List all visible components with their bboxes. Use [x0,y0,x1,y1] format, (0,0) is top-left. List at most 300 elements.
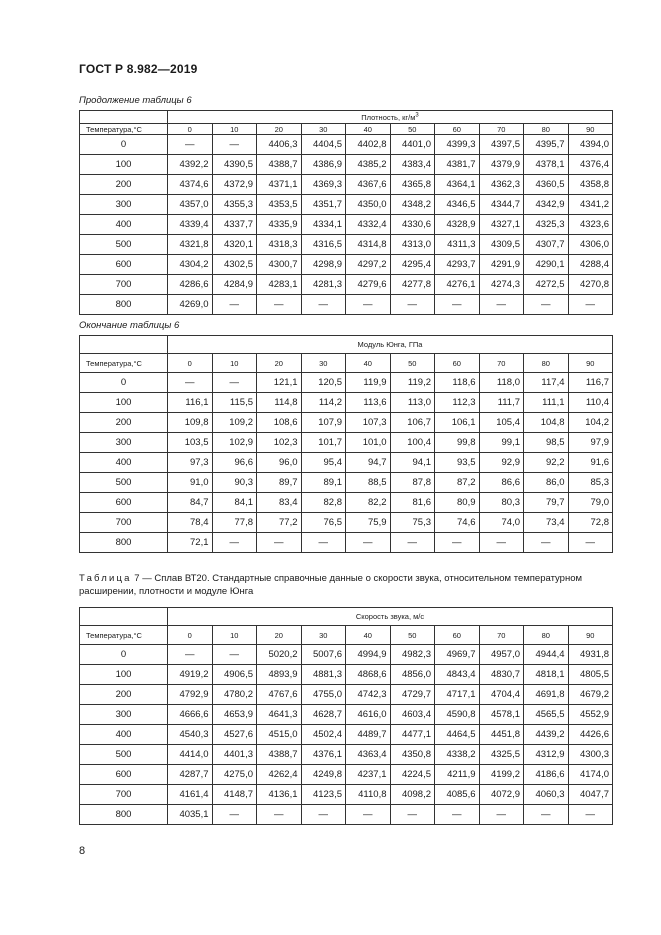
column-header: 20 [257,626,302,645]
value-cell: 4339,4 [168,215,213,235]
value-cell: 5020,2 [257,645,302,665]
column-header: 10 [212,626,257,645]
value-cell: 4362,3 [479,175,524,195]
value-cell: — [212,533,257,553]
value-cell: 89,7 [257,473,302,493]
value-cell: 4047,7 [568,785,613,805]
value-cell: 4578,1 [479,705,524,725]
value-cell: 4275,0 [212,765,257,785]
value-cell: 116,1 [168,393,213,413]
value-cell: 4414,0 [168,745,213,765]
value-cell: — [212,135,257,155]
value-cell: 106,7 [390,413,435,433]
table-row [80,665,613,685]
value-cell: — [524,805,569,825]
value-cell: 4281,3 [301,275,346,295]
column-header: 50 [390,354,435,373]
value-cell: 4272,5 [524,275,569,295]
value-cell: 82,2 [346,493,391,513]
value-cell: 77,2 [257,513,302,533]
value-cell: — [435,533,480,553]
table-row [80,705,613,725]
value-cell: 120,5 [301,373,346,393]
value-cell: 4327,1 [479,215,524,235]
column-header: 70 [479,354,524,373]
value-cell: 74,0 [479,513,524,533]
value-cell: 106,1 [435,413,480,433]
value-cell: 4439,2 [524,725,569,745]
value-cell: — [301,295,346,315]
value-cell: 114,8 [257,393,302,413]
value-cell: 4350,8 [390,745,435,765]
table-row [80,413,613,433]
value-cell: 94,1 [390,453,435,473]
value-cell: 4035,1 [168,805,213,825]
temperature-cell: 700 [80,275,168,295]
value-cell: 4330,6 [390,215,435,235]
value-cell: 95,4 [301,453,346,473]
column-header: 0 [168,626,213,645]
value-cell: 119,9 [346,373,391,393]
value-cell: 4060,3 [524,785,569,805]
table-row [80,473,613,493]
temperature-cell: 600 [80,765,168,785]
value-cell: 4489,7 [346,725,391,745]
temperature-cell: 200 [80,175,168,195]
value-cell: 4098,2 [390,785,435,805]
value-cell: 4381,7 [435,155,480,175]
value-cell: 4320,1 [212,235,257,255]
value-cell: 4274,3 [479,275,524,295]
value-cell: — [479,805,524,825]
value-cell: 113,0 [390,393,435,413]
value-cell: — [168,135,213,155]
value-cell: 4376,1 [301,745,346,765]
column-header: 50 [390,124,435,135]
temperature-cell: 700 [80,785,168,805]
table-row [80,235,613,255]
value-cell: 4881,3 [301,665,346,685]
value-cell: — [524,533,569,553]
value-cell: — [212,805,257,825]
value-cell: 4365,8 [390,175,435,195]
value-cell: 4363,4 [346,745,391,765]
value-cell: 4277,8 [390,275,435,295]
value-cell: 4666,6 [168,705,213,725]
value-cell: 4397,5 [479,135,524,155]
value-cell: 4306,0 [568,235,613,255]
value-cell: 80,9 [435,493,480,513]
table-row [80,453,613,473]
value-cell: 97,9 [568,433,613,453]
value-cell: 4383,4 [390,155,435,175]
table-row [80,785,613,805]
value-cell: 4279,6 [346,275,391,295]
value-cell: 4276,1 [435,275,480,295]
value-cell: 4830,7 [479,665,524,685]
value-cell: — [435,805,480,825]
value-cell: 4360,5 [524,175,569,195]
column-header: 60 [435,354,480,373]
value-cell: 4679,2 [568,685,613,705]
value-cell: 4399,3 [435,135,480,155]
value-cell: 4284,9 [212,275,257,295]
value-cell: 4451,8 [479,725,524,745]
temperature-cell: 600 [80,493,168,513]
value-cell: 4780,2 [212,685,257,705]
table-row [80,805,613,825]
value-cell: 4385,2 [346,155,391,175]
value-cell: 4792,9 [168,685,213,705]
value-cell: 4199,2 [479,765,524,785]
value-cell: 4805,5 [568,665,613,685]
temperature-cell: 500 [80,745,168,765]
value-cell: 82,8 [301,493,346,513]
value-cell: 81,6 [390,493,435,513]
value-cell: 4237,1 [346,765,391,785]
value-cell: 4982,3 [390,645,435,665]
value-cell: 93,5 [435,453,480,473]
value-cell: 4477,1 [390,725,435,745]
column-header: 10 [212,354,257,373]
column-header: 60 [435,124,480,135]
value-cell: 89,1 [301,473,346,493]
value-cell: 4136,1 [257,785,302,805]
value-cell: 4300,3 [568,745,613,765]
value-cell: 115,5 [212,393,257,413]
value-cell: 4931,8 [568,645,613,665]
value-cell: 111,7 [479,393,524,413]
column-header: 40 [346,354,391,373]
value-cell: 99,1 [479,433,524,453]
value-cell: 4323,6 [568,215,613,235]
table-row [80,195,613,215]
value-cell: 79,0 [568,493,613,513]
value-cell: 72,8 [568,513,613,533]
value-cell: 111,1 [524,393,569,413]
value-cell: 97,3 [168,453,213,473]
value-cell: 4515,0 [257,725,302,745]
value-cell: 110,4 [568,393,613,413]
temperature-cell: 0 [80,135,168,155]
value-cell: 107,9 [301,413,346,433]
value-cell: 4616,0 [346,705,391,725]
value-cell: 4641,3 [257,705,302,725]
value-cell: 77,8 [212,513,257,533]
value-cell: 76,5 [301,513,346,533]
value-cell: 4355,3 [212,195,257,215]
value-cell: 4552,9 [568,705,613,725]
column-header: 90 [568,124,613,135]
value-cell: 119,2 [390,373,435,393]
value-cell: 72,1 [168,533,213,553]
value-cell: 87,8 [390,473,435,493]
value-cell: 92,9 [479,453,524,473]
value-cell: 4957,0 [479,645,524,665]
value-cell: 4426,6 [568,725,613,745]
value-cell: 4390,5 [212,155,257,175]
value-cell: 114,2 [301,393,346,413]
value-cell: — [257,533,302,553]
value-cell: 91,6 [568,453,613,473]
value-cell: 107,3 [346,413,391,433]
table-row [80,513,613,533]
value-cell: 4325,5 [479,745,524,765]
value-cell: — [346,295,391,315]
value-cell: — [168,373,213,393]
value-cell: 4367,6 [346,175,391,195]
value-cell: 4298,9 [301,255,346,275]
temp-header: Температура,°С [80,626,168,645]
value-cell: 103,5 [168,433,213,453]
value-cell: 99,8 [435,433,480,453]
value-cell: — [212,295,257,315]
table-row [80,135,613,155]
density-group-header: Плотность, $кг/м^3$ [168,111,613,124]
temperature-cell: 400 [80,215,168,235]
value-cell: 79,7 [524,493,569,513]
table-row [80,393,613,413]
value-cell: 4123,5 [301,785,346,805]
value-cell: 4767,6 [257,685,302,705]
temperature-cell: 300 [80,705,168,725]
value-cell: 4224,5 [390,765,435,785]
temperature-cell: 0 [80,373,168,393]
value-cell: — [435,295,480,315]
value-cell: 121,1 [257,373,302,393]
value-cell: — [390,805,435,825]
column-header: 40 [346,124,391,135]
value-cell: 75,3 [390,513,435,533]
value-cell: 4290,1 [524,255,569,275]
value-cell: 4755,0 [301,685,346,705]
value-cell: 4357,0 [168,195,213,215]
value-cell: 4085,6 [435,785,480,805]
table-density-caption: Продолжение таблицы 6 [79,95,192,106]
value-cell: 4540,3 [168,725,213,745]
temperature-cell: 100 [80,665,168,685]
value-cell: 80,3 [479,493,524,513]
value-cell: 4288,4 [568,255,613,275]
value-cell: 4464,5 [435,725,480,745]
value-cell: 85,3 [568,473,613,493]
value-cell: 96,6 [212,453,257,473]
value-cell: 4287,7 [168,765,213,785]
value-cell: 108,6 [257,413,302,433]
value-cell: 87,2 [435,473,480,493]
table-row [80,493,613,513]
value-cell: 4338,2 [435,745,480,765]
column-header: 20 [257,124,302,135]
table-young-caption: Окончание таблицы 6 [79,320,180,331]
table-row [80,155,613,175]
value-cell: 4269,0 [168,295,213,315]
value-cell: 78,4 [168,513,213,533]
value-cell: 4372,9 [212,175,257,195]
value-cell: 4307,7 [524,235,569,255]
value-cell: 4395,7 [524,135,569,155]
column-header: 60 [435,626,480,645]
column-header: 40 [346,626,391,645]
sound-group-header: Скорость звука, м/с [168,608,613,626]
value-cell: 74,6 [435,513,480,533]
value-cell: 86,6 [479,473,524,493]
table-row [80,765,613,785]
value-cell: 105,4 [479,413,524,433]
value-cell: 4406,3 [257,135,302,155]
value-cell: 4944,4 [524,645,569,665]
value-cell: 96,0 [257,453,302,473]
value-cell: 4348,2 [390,195,435,215]
temperature-cell: 400 [80,453,168,473]
value-cell: 4376,4 [568,155,613,175]
value-cell: 86,0 [524,473,569,493]
temperature-cell: 800 [80,805,168,825]
value-cell: 4994,9 [346,645,391,665]
value-cell: 4335,9 [257,215,302,235]
value-cell: 83,4 [257,493,302,513]
column-header: 80 [524,354,569,373]
value-cell: 91,0 [168,473,213,493]
value-cell: 104,8 [524,413,569,433]
density-table [79,110,613,315]
value-cell: 75,9 [346,513,391,533]
value-cell: 92,2 [524,453,569,473]
temperature-cell: 600 [80,255,168,275]
value-cell: 4321,8 [168,235,213,255]
value-cell: 4262,4 [257,765,302,785]
value-cell: 4337,7 [212,215,257,235]
value-cell: 4893,9 [257,665,302,685]
temperature-cell: 0 [80,645,168,665]
value-cell: 4379,9 [479,155,524,175]
value-cell: 4392,2 [168,155,213,175]
value-cell: 4334,1 [301,215,346,235]
value-cell: 4161,4 [168,785,213,805]
page-number: 8 [79,845,86,857]
temp-header: Температура,°С [80,354,168,373]
value-cell: 109,8 [168,413,213,433]
value-cell: 4527,6 [212,725,257,745]
column-header: 20 [257,354,302,373]
value-cell: — [346,533,391,553]
value-cell: 4704,4 [479,685,524,705]
temperature-cell: 300 [80,433,168,453]
value-cell: 4328,9 [435,215,480,235]
value-cell: 118,6 [435,373,480,393]
value-cell: 4297,2 [346,255,391,275]
value-cell: 4371,1 [257,175,302,195]
value-cell: 4186,6 [524,765,569,785]
value-cell: 4072,9 [479,785,524,805]
value-cell: 4401,3 [212,745,257,765]
value-cell: 4304,2 [168,255,213,275]
young-modulus-table [79,335,613,553]
table-row [80,373,613,393]
value-cell: — [257,805,302,825]
temperature-cell: 200 [80,413,168,433]
value-cell: 4291,9 [479,255,524,275]
value-cell: 4691,8 [524,685,569,705]
value-cell: — [301,805,346,825]
value-cell: — [390,533,435,553]
value-cell: 102,3 [257,433,302,453]
value-cell: 4919,2 [168,665,213,685]
value-cell: 4110,8 [346,785,391,805]
value-cell: 4868,6 [346,665,391,685]
value-cell: 4350,0 [346,195,391,215]
table-row [80,745,613,765]
value-cell: 101,7 [301,433,346,453]
value-cell: 4270,8 [568,275,613,295]
value-cell: 4318,3 [257,235,302,255]
column-header: 70 [479,124,524,135]
value-cell: — [524,295,569,315]
value-cell: 113,6 [346,393,391,413]
value-cell: 4283,1 [257,275,302,295]
value-cell: 4249,8 [301,765,346,785]
value-cell: 4969,7 [435,645,480,665]
value-cell: 4342,9 [524,195,569,215]
value-cell: 4286,6 [168,275,213,295]
value-cell: 4502,4 [301,725,346,745]
value-cell: 4717,1 [435,685,480,705]
value-cell: 4378,1 [524,155,569,175]
table-row [80,295,613,315]
temperature-cell: 800 [80,533,168,553]
value-cell: 4293,7 [435,255,480,275]
column-header: 10 [212,124,257,135]
value-cell: — [479,295,524,315]
value-cell: 100,4 [390,433,435,453]
value-cell: 4388,7 [257,745,302,765]
temperature-cell: 200 [80,685,168,705]
value-cell: 4364,1 [435,175,480,195]
value-cell: 4590,8 [435,705,480,725]
table-row [80,685,613,705]
value-cell: 4302,5 [212,255,257,275]
value-cell: 118,0 [479,373,524,393]
column-header: 50 [390,626,435,645]
temperature-cell: 300 [80,195,168,215]
column-header: 70 [479,626,524,645]
value-cell: 4856,0 [390,665,435,685]
value-cell: 4353,5 [257,195,302,215]
value-cell: 4311,3 [435,235,480,255]
value-cell: 4325,3 [524,215,569,235]
value-cell: 4314,8 [346,235,391,255]
value-cell: 4906,5 [212,665,257,685]
table-row [80,275,613,295]
value-cell: 4300,7 [257,255,302,275]
value-cell: 4603,4 [390,705,435,725]
temperature-cell: 500 [80,235,168,255]
table-row [80,255,613,275]
value-cell: — [212,373,257,393]
value-cell: — [568,805,613,825]
value-cell: 4295,4 [390,255,435,275]
value-cell: 116,7 [568,373,613,393]
value-cell: 4843,4 [435,665,480,685]
value-cell: 84,1 [212,493,257,513]
value-cell: — [301,533,346,553]
value-cell: 4351,7 [301,195,346,215]
value-cell: 4404,5 [301,135,346,155]
table-row [80,433,613,453]
value-cell: 109,2 [212,413,257,433]
table-row [80,215,613,235]
column-header: 90 [568,626,613,645]
